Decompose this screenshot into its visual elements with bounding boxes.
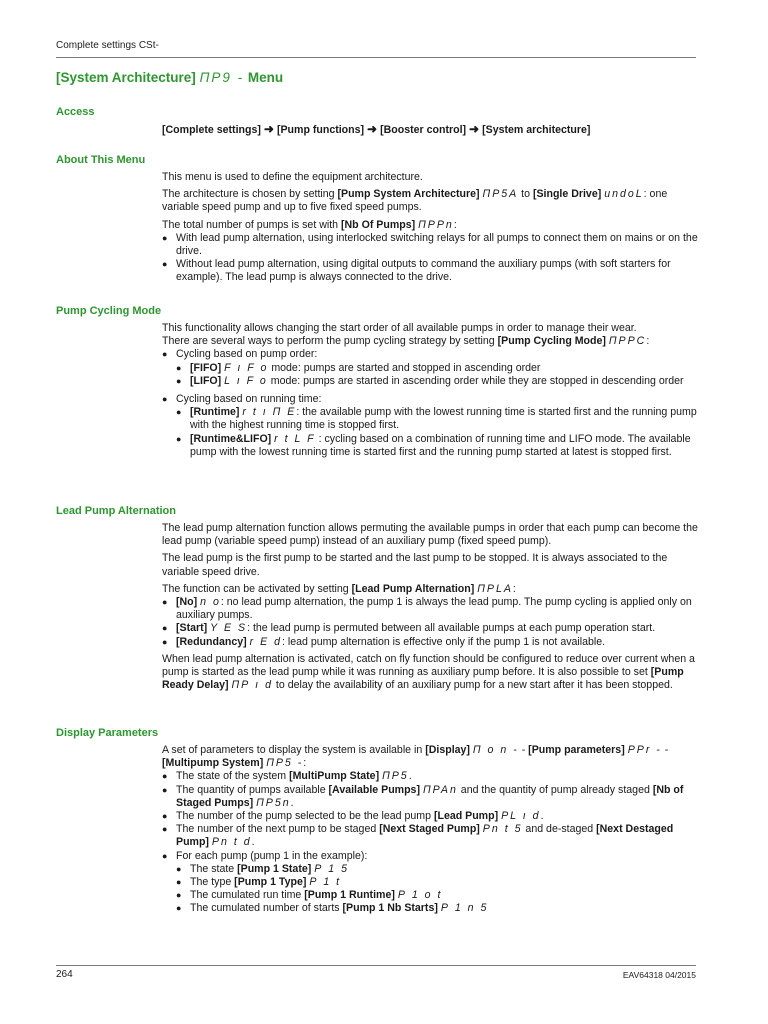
page-title-text: [System Architecture]: [56, 70, 196, 85]
list-item: ● [No] n o: no lead pump alternation, the pump 1 is always the lead pump. The pump cycling is applied only on auxiliary pumps.: [162, 596, 700, 622]
page-number: 264: [56, 969, 73, 980]
list-item: ● The quantity of pumps available [Available Pumps] ΠΡΑn and the quantity of pump already staged [Nb of Staged Pumps] ΠΡ5n.: [162, 784, 700, 810]
list-item: ● The state of the system [MultiPump State] ΠΡ5.: [162, 770, 700, 783]
list-item: ● Without lead pump alternation, using digital outputs to command the auxiliary pumps (with soft starters for example). The lead pump is always connected to the drive.: [162, 258, 700, 284]
section-label-display: Display Parameters: [56, 727, 159, 739]
display-p1: A set of parameters to display the system is available in [Display] Π o n - - [Pump parameters] ΡΡr - - [Multipump System] ΠΡ5 -:: [162, 744, 669, 770]
path-step-1: [Complete settings]: [162, 124, 261, 136]
list-item: ● For each pump (pump 1 in the example): ● The state [Pump 1 State] Ρ 1 5 ● The type [Pump 1 Type] Ρ 1 t ● The cumulated run time [Pump 1 Runtime] Ρ 1 o t ● The cumulated number of starts [Pump 1 Nb Starts] Ρ 1 n 5: [162, 850, 700, 916]
alternation-p1: The lead pump alternation function allows permuting the available pumps in order that each pump can become the lead pump (variable speed pump) instead of an auxiliary pump (fixed speed pump).: [162, 522, 698, 548]
path-step-3: [Booster control]: [380, 124, 467, 136]
footer-rule: [56, 965, 696, 966]
section-cycling: [162, 322, 700, 463]
arrow-right-icon: ➜: [263, 122, 274, 136]
list-item: ● Cycling based on running time: ● [Runtime] r t ı Π E: the available pump with the lowest running time is started first and the running pump with the highest running time is stopped first. ● [Runtime&LIFO] r t L F : cycling based on a combination of running time and LIFO mode. The available pump with the lowest running time is started first and the running pump started at latest is stopped first.: [162, 393, 700, 459]
cycling-list: [162, 348, 700, 459]
about-p1: This menu is used to define the equipment architecture.: [162, 171, 423, 183]
section-about: [162, 171, 700, 289]
path-step-4: [System architecture]: [482, 124, 591, 136]
list-item: ● [FIFO] F ı F o mode: pumps are started and stopped in ascending order: [176, 362, 700, 375]
list-item: ● The type [Pump 1 Type] Ρ 1 t: [176, 876, 700, 889]
document-reference: EAV64318 04/2015: [622, 970, 696, 980]
running-header: Complete settings CSt-: [56, 40, 159, 51]
page-title-code: ΠΡ9 -: [199, 70, 245, 85]
alternation-p4: When lead pump alternation is activated, catch on fly function should be configured to reduce over current when a pump is started as the lead pump while it was running as auxiliary pump before. It is also possible to set [Pump Ready Delay] ΠΡ ı d to delay the availability of an auxiliary pump for a new start after it has been stopped.: [162, 652, 695, 692]
list-item: ● With lead pump alternation, using interlocked switching relays for all pumps to connect them on mains or on the drive.: [162, 232, 700, 258]
access-path: [162, 123, 700, 141]
list-item: ● [Runtime&LIFO] r t L F : cycling based on a combination of running time and LIFO mode. The available pump with the lowest running time is started first and the running pump started at latest is stopped first.: [176, 433, 700, 459]
cycling-p1: This functionality allows changing the start order of all available pumps in order to manage their wear.: [162, 322, 637, 334]
path-step-2: [Pump functions]: [276, 124, 365, 136]
page-title: [56, 70, 283, 85]
cycling-p2: There are several ways to perform the pump cycling strategy by setting [Pump Cycling Mode] ΠΡΡC:: [162, 335, 650, 348]
alternation-p2: The lead pump is the first pump to be started and the last pump to be stopped. It is always associated to the variable speed drive.: [162, 552, 668, 578]
page-title-suffix: Menu: [247, 70, 284, 85]
display-list: [162, 770, 700, 915]
list-item: ● [Start] Y E S: the lead pump is permuted between all available pumps at each pump operation start.: [162, 622, 700, 635]
about-p3: The total number of pumps is set with [Nb Of Pumps] ΠΡΡn:: [162, 218, 457, 231]
list-item: ● [Redundancy] r E d: lead pump alternation is effective only if the pump 1 is not available.: [162, 636, 700, 649]
alternation-p3: The function can be activated by setting [Lead Pump Alternation] ΠΡLΑ:: [162, 582, 516, 595]
list-item: ● The cumulated number of starts [Pump 1 Nb Starts] Ρ 1 n 5: [176, 902, 700, 915]
list-item: ● Cycling based on pump order: ● [FIFO] F ı F o mode: pumps are started and stopped in ascending order ● [LIFO] L ı F o mode: pumps are started in ascending order while they are stopped in descending order: [162, 348, 700, 388]
section-label-alternation: Lead Pump Alternation: [56, 505, 176, 517]
section-label-cycling: Pump Cycling Mode: [56, 305, 162, 317]
header-rule: [56, 57, 696, 58]
alternation-list: [162, 596, 700, 649]
list-item: ● The cumulated run time [Pump 1 Runtime] Ρ 1 o t: [176, 889, 700, 902]
list-item: ● [LIFO] L ı F o mode: pumps are started in ascending order while they are stopped in descending order: [176, 375, 700, 388]
about-p2: The architecture is chosen by setting [Pump System Architecture] ΠΡ5Α to [Single Drive] undoL: one variable speed pump and up to five fixed speed pumps.: [162, 188, 668, 214]
arrow-right-icon: ➜: [367, 122, 378, 136]
list-item: ● The state [Pump 1 State] Ρ 1 5: [176, 863, 700, 876]
arrow-right-icon: ➜: [469, 122, 480, 136]
section-alternation: [162, 522, 700, 696]
section-label-access: Access: [56, 106, 95, 118]
list-item: ● The number of the next pump to be staged [Next Staged Pump] Ρn t 5 and de-staged [Next Destaged Pump] Ρn t d.: [162, 823, 700, 849]
section-label-about: About This Menu: [56, 154, 146, 166]
section-display: [162, 744, 700, 920]
about-list: [162, 232, 700, 285]
list-item: ● [Runtime] r t ı Π E: the available pump with the lowest running time is started first and the running pump with the highest running time is stopped first.: [176, 406, 700, 432]
list-item: ● The number of the pump selected to be the lead pump [Lead Pump] ΡL ı d.: [162, 810, 700, 823]
